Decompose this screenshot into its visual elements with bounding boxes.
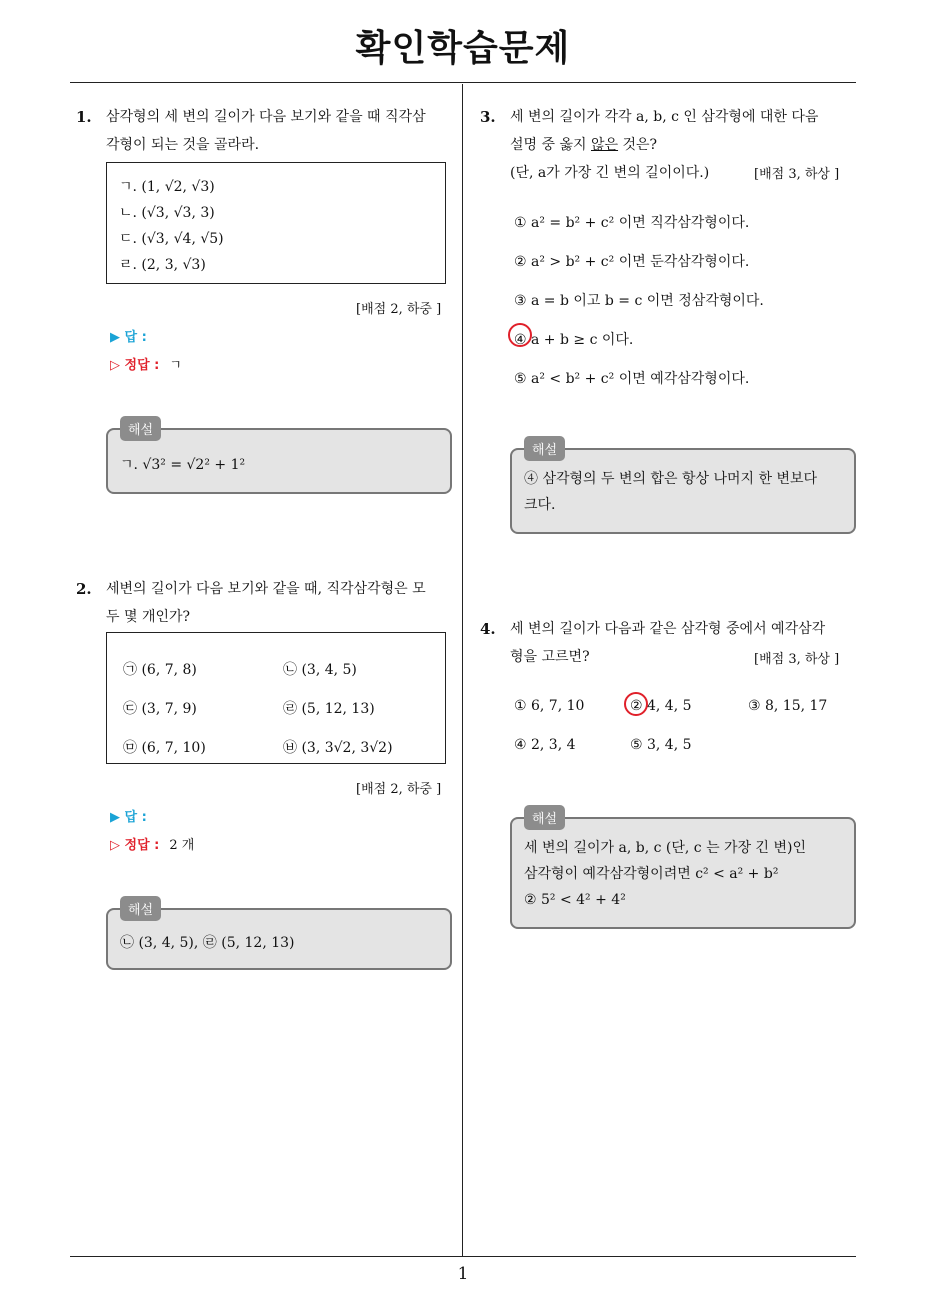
top-rule [70,82,856,83]
choice-item: ㉥ (3, 3√2, 3√2) [283,740,393,756]
question-1-number: 1. [76,108,92,126]
column-divider [462,84,463,1256]
explanation-tag: 해설 [120,416,161,441]
choice-item: ㉣ (5, 12, 13) [283,701,375,717]
explanation-line2: 크다. [524,497,556,513]
option-4[interactable]: ④ a + b ≥ c 이다. [514,332,634,348]
explanation-tag: 해설 [120,896,161,921]
text-segment: 것은? [618,137,658,153]
question-2-answer-label: ▶ 답 : [110,810,147,825]
selected-answer-circle [624,692,648,716]
question-4-score: [배점 3, 하상 ] [754,652,840,667]
option-4[interactable]: ④ 2, 3, 4 [514,737,576,753]
question-3-score: [배점 3, 하상 ] [754,167,840,182]
question-4-number: 4. [480,620,496,638]
question-2-number: 2. [76,580,92,598]
question-2-text-line2: 두 몇 개인가? [106,609,191,625]
explanation-tag: 해설 [524,805,565,830]
option-5[interactable]: ⑤ 3, 4, 5 [630,737,692,753]
question-2-explanation [106,903,452,970]
question-1-text-line2: 각형이 되는 것을 골라라. [106,137,260,153]
question-1-choice-box [106,162,446,284]
option-3[interactable]: ③ 8, 15, 17 [748,698,828,714]
question-2-score: [배점 2, 하중 ] [356,782,442,797]
explanation-text [524,466,817,518]
question-1-score: [배점 2, 하중 ] [356,302,442,317]
correct-value: 2 개 [169,838,195,853]
question-4-text-line2: 형을 고르면? [510,649,590,665]
explanation-line3: ② 5² < 4² + 4² [524,892,626,908]
question-1-text [106,103,458,159]
option-2[interactable]: ② 4, 4, 5 [630,698,692,714]
question-3-explanation [510,443,856,534]
question-2-correct-answer [110,834,194,853]
question-3-text-line3: (단, a가 가장 긴 변의 길이이다.) [510,165,710,181]
choice-item: ㄴ. (√3, √3, 3) [119,205,215,221]
question-2-text-line1: 세변의 길이가 다음 보기와 같을 때, 직각삼각형은 모 [106,581,426,597]
explanation-line1: 세 변의 길이가 a, b, c (단, c 는 가장 긴 변)인 [524,840,807,856]
option-3[interactable]: ③ a = b 이고 b = c 이면 정삼각형이다. [514,293,764,309]
text-segment: 설명 중 옳지 [510,137,591,153]
choice-item: ㄱ. (1, √2, √3) [119,179,215,195]
option-2[interactable]: ② a² > b² + c² 이면 둔각삼각형이다. [514,254,750,270]
option-1[interactable]: ① 6, 7, 10 [514,698,585,714]
explanation-text: ㉡ (3, 4, 5), ㉣ (5, 12, 13) [120,935,295,951]
choice-item: ㉡ (3, 4, 5) [283,662,357,678]
correct-value: ㄱ [169,358,182,373]
question-4-text-line1: 세 변의 길이가 다음과 같은 삼각형 중에서 예각삼각 [510,621,826,637]
underlined-word: 않은 [590,137,619,153]
question-4-explanation [510,812,856,929]
option-1[interactable]: ① a² = b² + c² 이면 직각삼각형이다. [514,215,750,231]
question-1-text-line1: 삼각형의 세 변의 길이가 다음 보기와 같을 때 직각삼 [106,109,426,125]
question-1-answer-label: ▶ 답 : [110,330,147,345]
question-2-choice-box [106,632,446,764]
question-1-correct-answer [110,354,182,373]
choice-item: ㄷ. (√3, √4, √5) [119,231,224,247]
question-3-number: 3. [480,108,496,126]
question-3-text-line2 [510,131,862,159]
bottom-rule [70,1256,856,1257]
choice-item: ㉤ (6, 7, 10) [123,740,206,756]
explanation-text: ㄱ. √3² = √2² + 1² [120,457,246,473]
explanation-tag: 해설 [524,436,565,461]
explanation-line1: ④ 삼각형의 두 변의 합은 항상 나머지 한 변보다 [524,471,818,487]
choice-item: ㄹ. (2, 3, √3) [119,257,206,273]
question-1-explanation [106,423,452,494]
selected-answer-circle [508,323,532,347]
page-number: 1 [457,1264,469,1284]
option-5[interactable]: ⑤ a² < b² + c² 이면 예각삼각형이다. [514,371,750,387]
page-title: 확인학습문제 [355,28,571,69]
question-2-text [106,575,458,631]
choice-item: ㉠ (6, 7, 8) [123,662,197,678]
question-3-text-line1: 세 변의 길이가 각각 a, b, c 인 삼각형에 대한 다음 [510,109,819,125]
correct-label: ▷ 정답 : [110,358,160,373]
explanation-line2: 삼각형이 예각삼각형이려면 c² < a² + b² [524,866,779,882]
explanation-text [524,835,806,913]
choice-item: ㉢ (3, 7, 9) [123,701,197,717]
correct-label: ▷ 정답 : [110,838,160,853]
